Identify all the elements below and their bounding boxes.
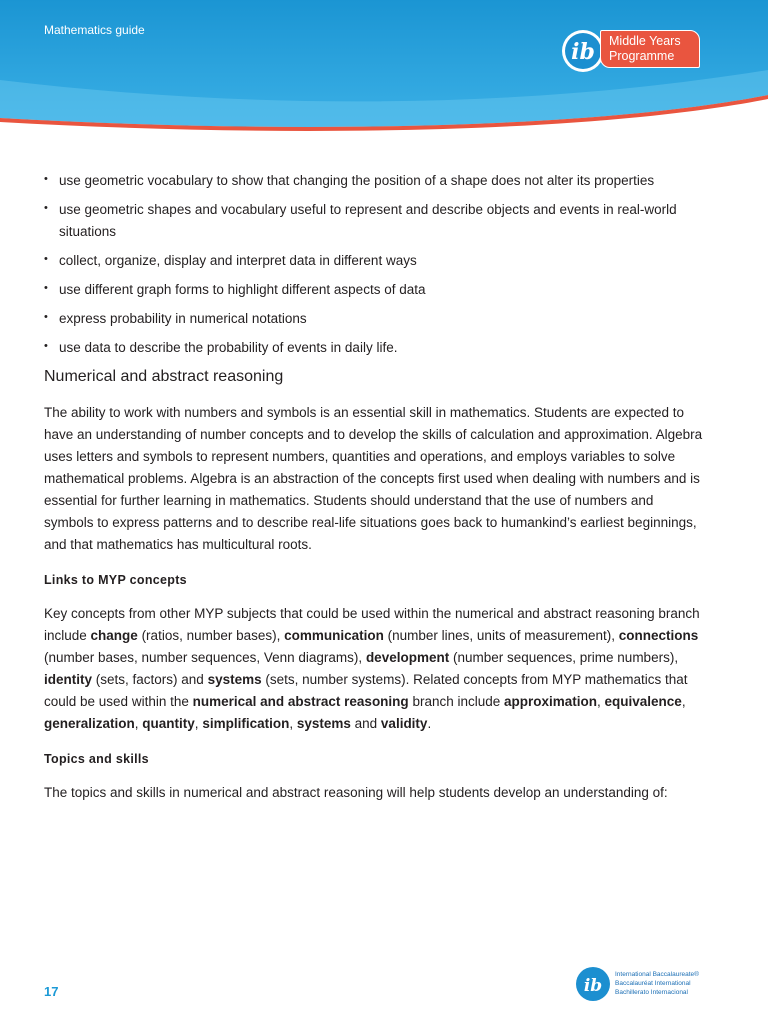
bullet-marker: • [44,202,48,214]
text-run: , [681,694,686,709]
text-run: . [427,716,432,731]
key-concept-change: change [90,628,138,643]
ib-logo-letters: ib [583,976,603,996]
key-concept-systems: systems [207,672,262,687]
section-title: Numerical and abstract reasoning [44,368,284,385]
related-concept-generalization: generalization [44,716,135,731]
related-concept-approximation: approximation [504,694,598,709]
text-run: branch include [408,694,504,709]
bullet-list [44,170,704,359]
links-paragraph [44,603,704,735]
list-item-text: use different graph forms to highlight different aspects of data [59,282,426,297]
list-item [44,279,704,301]
topics-heading: Topics and skills [44,752,149,766]
text-run: , [289,716,297,731]
list-item [44,199,704,243]
text-run: , [134,716,143,731]
myp-logo-line1: Middle Years [609,34,681,48]
org-line-french: Baccalauréat International [615,980,691,987]
list-item [44,250,704,272]
key-concept-identity: identity [44,672,93,687]
related-concept-quantity: quantity [142,716,195,731]
key-concept-connections: connections [618,628,699,643]
myp-logo-line2: Programme [609,49,675,63]
bullet-marker: • [44,340,48,352]
text-run: (sets, number systems). Related concepts from MYP mathematics that could be used within the [44,672,688,709]
related-concept-validity: validity [380,716,428,731]
text-run: (sets, factors) and [92,672,208,687]
ib-organization-name [615,970,699,997]
text-run: (number bases, number sequences, Venn diagrams), [44,650,366,665]
bullet-marker: • [44,282,48,294]
text-run: Key concepts from other MYP subjects that could be used within the numerical and abstract reasoning branch include [44,606,700,643]
bullet-marker: • [44,311,48,323]
text-run: (number lines, units of measurement), [383,628,619,643]
list-item-text: use geometric shapes and vocabulary useful to represent and describe objects and events in real-world situations [59,202,677,239]
list-item [44,337,704,359]
myp-logo-label [600,30,700,68]
related-concept-equivalence: equivalence [604,694,682,709]
topics-paragraph: The topics and skills in numerical and abstract reasoning will help students develop an understanding of: [44,785,668,800]
related-concept-systems: systems [296,716,351,731]
branch-name: numerical and abstract reasoning [192,694,409,709]
text-run: (number sequences, prime numbers), [449,650,679,665]
list-item-text: collect, organize, display and interpret data in different ways [59,253,417,268]
ib-logo-icon [575,966,611,1002]
bullet-marker: • [44,253,48,265]
org-line-english: International Baccalaureate® [615,971,699,978]
page-number: 17 [44,984,59,999]
text-run: , [194,716,203,731]
list-item-text: express probability in numerical notations [59,311,307,326]
key-concept-communication: communication [284,628,384,643]
text-run: , [597,694,605,709]
list-item-text: use geometric vocabulary to show that changing the position of a shape does not alter its properties [59,173,655,188]
links-heading: Links to MYP concepts [44,573,187,587]
list-item [44,308,704,330]
org-line-spanish: Bachillerato Internacional [615,989,688,996]
key-concept-development: development [365,650,450,665]
text-run: and [350,716,381,731]
intro-paragraph: The ability to work with numbers and symbols is an essential skill in mathematics. Students are expected to have an understanding of number concepts and to develop the skills of calculation and approximation. Algebra uses letters and symbols to represent numbers, quantities and operations, and employs variables to solve mathematical problems. Algebra is an abstraction of the concepts first used when dealing with numbers and is essential for further learning in mathematics. Students should understand that the use of numbers and symbols to express patterns and to describe real-life situations goes back to humankind’s earliest beginnings, and that mathematics has multicultural roots. [44,405,703,552]
page-header [0,0,768,140]
ib-logo-letters: ib [571,39,595,65]
text-run: (ratios, number bases), [137,628,285,643]
document-title: Mathematics guide [44,23,145,37]
bullet-marker: • [44,173,48,185]
page-content [44,170,704,818]
ib-footer-logo [575,966,725,1002]
myp-logo [560,24,710,76]
related-concept-simplification: simplification [202,716,290,731]
list-item-text: use data to describe the probability of events in daily life. [59,340,398,355]
list-item [44,170,704,192]
